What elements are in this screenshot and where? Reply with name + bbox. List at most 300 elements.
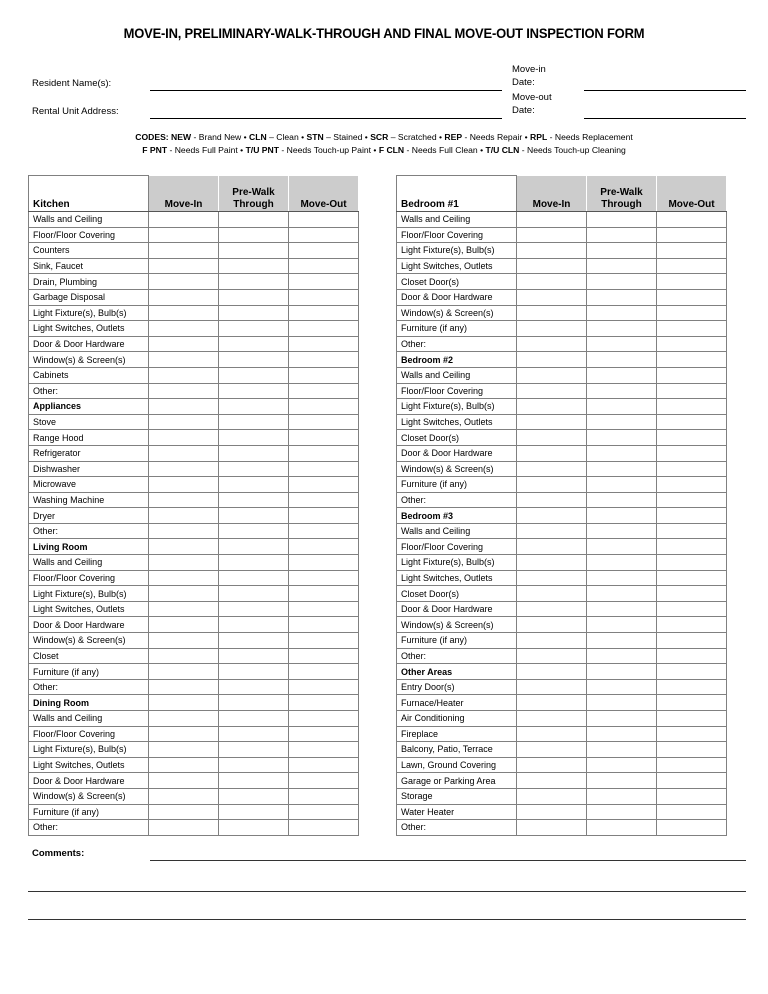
cell-move-in[interactable] xyxy=(517,461,587,477)
cell-move-in[interactable] xyxy=(517,289,587,305)
cell-move-in[interactable] xyxy=(149,523,219,539)
cell-move-in[interactable] xyxy=(149,508,219,524)
column-header-pre-walk-line1: Pre-Walk xyxy=(232,187,275,198)
cell-pre-walk-through[interactable] xyxy=(587,477,657,493)
cell-move-out[interactable] xyxy=(289,258,359,274)
row-item-label: Light Fixture(s), Bulb(s) xyxy=(397,555,517,571)
cell-move-in[interactable] xyxy=(517,227,587,243)
cell-pre-walk-through[interactable] xyxy=(587,664,657,680)
cell-pre-walk-through[interactable] xyxy=(219,742,289,758)
cell-move-out[interactable] xyxy=(657,742,727,758)
cell-pre-walk-through[interactable] xyxy=(219,289,289,305)
cell-move-out[interactable] xyxy=(657,289,727,305)
cell-move-in[interactable] xyxy=(149,773,219,789)
cell-pre-walk-through[interactable] xyxy=(587,227,657,243)
cell-move-out[interactable] xyxy=(657,212,727,228)
cell-pre-walk-through[interactable] xyxy=(219,788,289,804)
cell-pre-walk-through[interactable] xyxy=(219,757,289,773)
cell-pre-walk-through[interactable] xyxy=(587,773,657,789)
column-header-pre-walk-line2: Through xyxy=(601,198,642,210)
cell-move-out[interactable] xyxy=(289,711,359,727)
cell-move-out[interactable] xyxy=(657,633,727,649)
cell-pre-walk-through[interactable] xyxy=(587,539,657,555)
cell-pre-walk-through[interactable] xyxy=(587,726,657,742)
cell-move-out[interactable] xyxy=(657,414,727,430)
row-item-label: Walls and Ceiling xyxy=(29,555,149,571)
cell-pre-walk-through[interactable] xyxy=(587,523,657,539)
cell-move-out[interactable] xyxy=(289,726,359,742)
cell-move-in[interactable] xyxy=(149,570,219,586)
cell-move-in[interactable] xyxy=(517,430,587,446)
row-section-header: Appliances xyxy=(29,399,149,415)
cell-move-out[interactable] xyxy=(289,305,359,321)
cell-pre-walk-through[interactable] xyxy=(587,648,657,664)
cell-move-out[interactable] xyxy=(289,243,359,259)
codes-line2-desc-2: - Needs Full Clean • xyxy=(404,145,486,155)
cell-move-out[interactable] xyxy=(657,305,727,321)
cell-move-in[interactable] xyxy=(517,383,587,399)
cell-pre-walk-through[interactable] xyxy=(219,555,289,571)
cell-pre-walk-through[interactable] xyxy=(219,601,289,617)
cell-pre-walk-through[interactable] xyxy=(219,679,289,695)
cell-move-in[interactable] xyxy=(517,773,587,789)
cell-move-out[interactable] xyxy=(289,664,359,680)
cell-move-out[interactable] xyxy=(289,757,359,773)
cell-move-in[interactable] xyxy=(517,305,587,321)
table-row xyxy=(29,601,359,617)
cell-move-out[interactable] xyxy=(289,414,359,430)
cell-pre-walk-through[interactable] xyxy=(219,321,289,337)
cell-move-in[interactable] xyxy=(149,539,219,555)
cell-move-in[interactable] xyxy=(517,757,587,773)
cell-pre-walk-through[interactable] xyxy=(587,788,657,804)
cell-move-in[interactable] xyxy=(149,820,219,836)
cell-move-in[interactable] xyxy=(149,352,219,368)
row-item-label: Range Hood xyxy=(29,430,149,446)
row-item-label: Closet xyxy=(29,648,149,664)
cell-pre-walk-through[interactable] xyxy=(219,523,289,539)
codes-line1-desc-0: - Brand New • xyxy=(191,132,250,142)
codes-line2-desc-1: - Needs Touch-up Paint • xyxy=(278,145,379,155)
cell-move-out[interactable] xyxy=(289,773,359,789)
cell-pre-walk-through[interactable] xyxy=(587,289,657,305)
cell-pre-walk-through[interactable] xyxy=(219,695,289,711)
table-row xyxy=(29,757,359,773)
row-item-label: Storage xyxy=(397,788,517,804)
cell-move-in[interactable] xyxy=(517,336,587,352)
cell-move-in[interactable] xyxy=(149,445,219,461)
cell-move-in[interactable] xyxy=(149,633,219,649)
cell-move-out[interactable] xyxy=(289,461,359,477)
inspection-table-right xyxy=(396,175,727,836)
cell-pre-walk-through[interactable] xyxy=(219,570,289,586)
codes-line2-code-3: T/U CLN xyxy=(485,145,520,155)
codes-legend-line-2 xyxy=(0,144,768,157)
codes-line2-code-1: T/U PNT xyxy=(245,145,279,155)
cell-move-in[interactable] xyxy=(149,212,219,228)
cell-move-out[interactable] xyxy=(657,648,727,664)
table-row xyxy=(397,212,727,228)
cell-move-out[interactable] xyxy=(289,820,359,836)
cell-move-in[interactable] xyxy=(517,414,587,430)
cell-move-in[interactable] xyxy=(149,461,219,477)
page-title: MOVE-IN, PRELIMINARY-WALK-THROUGH AND FINAL MOVE-OUT INSPECTION FORM xyxy=(123,26,645,41)
rental-unit-address-input[interactable] xyxy=(150,118,502,119)
cell-pre-walk-through[interactable] xyxy=(219,305,289,321)
cell-move-out[interactable] xyxy=(289,445,359,461)
cell-move-in[interactable] xyxy=(517,804,587,820)
cell-pre-walk-through[interactable] xyxy=(219,367,289,383)
cell-move-out[interactable] xyxy=(657,664,727,680)
cell-pre-walk-through[interactable] xyxy=(219,664,289,680)
cell-pre-walk-through[interactable] xyxy=(587,305,657,321)
cell-move-in[interactable] xyxy=(517,679,587,695)
cell-pre-walk-through[interactable] xyxy=(219,617,289,633)
cell-pre-walk-through[interactable] xyxy=(587,617,657,633)
cell-move-out[interactable] xyxy=(289,679,359,695)
cell-move-in[interactable] xyxy=(149,695,219,711)
cell-pre-walk-through[interactable] xyxy=(587,679,657,695)
cell-move-in[interactable] xyxy=(149,243,219,259)
cell-pre-walk-through[interactable] xyxy=(219,539,289,555)
cell-move-in[interactable] xyxy=(149,648,219,664)
row-item-label: Drain, Plumbing xyxy=(29,274,149,290)
cell-pre-walk-through[interactable] xyxy=(587,820,657,836)
cell-move-in[interactable] xyxy=(149,321,219,337)
cell-move-in[interactable] xyxy=(517,321,587,337)
column-header-pre-walk-through xyxy=(587,176,657,212)
table-row xyxy=(397,243,727,259)
row-item-label: Other: xyxy=(29,383,149,399)
cell-move-in[interactable] xyxy=(517,523,587,539)
cell-move-out[interactable] xyxy=(289,601,359,617)
cell-pre-walk-through[interactable] xyxy=(587,711,657,727)
cell-move-out[interactable] xyxy=(657,336,727,352)
cell-pre-walk-through[interactable] xyxy=(219,243,289,259)
cell-move-in[interactable] xyxy=(149,664,219,680)
cell-move-out[interactable] xyxy=(657,430,727,446)
cell-move-out[interactable] xyxy=(657,492,727,508)
cell-move-in[interactable] xyxy=(517,664,587,680)
cell-move-in[interactable] xyxy=(517,586,587,602)
cell-move-in[interactable] xyxy=(517,492,587,508)
cell-move-in[interactable] xyxy=(517,445,587,461)
cell-move-out[interactable] xyxy=(289,539,359,555)
row-item-label: Lawn, Ground Covering xyxy=(397,757,517,773)
cell-move-in[interactable] xyxy=(517,258,587,274)
table-row xyxy=(397,773,727,789)
cell-move-in[interactable] xyxy=(149,617,219,633)
cell-move-out[interactable] xyxy=(657,679,727,695)
cell-pre-walk-through[interactable] xyxy=(587,633,657,649)
cell-move-out[interactable] xyxy=(289,352,359,368)
cell-pre-walk-through[interactable] xyxy=(587,352,657,368)
cell-pre-walk-through[interactable] xyxy=(219,445,289,461)
cell-pre-walk-through[interactable] xyxy=(219,477,289,493)
table-row xyxy=(397,477,727,493)
table-row xyxy=(29,477,359,493)
table-row xyxy=(29,289,359,305)
cell-pre-walk-through[interactable] xyxy=(219,648,289,664)
cell-move-out[interactable] xyxy=(657,227,727,243)
cell-move-in[interactable] xyxy=(149,492,219,508)
cell-move-in[interactable] xyxy=(149,258,219,274)
row-section-header: Other Areas xyxy=(397,664,517,680)
cell-pre-walk-through[interactable] xyxy=(587,586,657,602)
cell-move-in[interactable] xyxy=(149,477,219,493)
cell-move-out[interactable] xyxy=(289,477,359,493)
cell-move-out[interactable] xyxy=(289,570,359,586)
cell-pre-walk-through[interactable] xyxy=(587,757,657,773)
cell-move-out[interactable] xyxy=(657,383,727,399)
cell-pre-walk-through[interactable] xyxy=(219,711,289,727)
cell-move-in[interactable] xyxy=(149,742,219,758)
move-in-date-label-line2: Date: xyxy=(512,77,535,88)
move-in-date-input[interactable] xyxy=(584,90,746,91)
cell-move-out[interactable] xyxy=(657,539,727,555)
cell-pre-walk-through[interactable] xyxy=(219,492,289,508)
cell-move-in[interactable] xyxy=(517,633,587,649)
cell-move-out[interactable] xyxy=(289,227,359,243)
cell-move-in[interactable] xyxy=(149,305,219,321)
cell-move-out[interactable] xyxy=(657,321,727,337)
cell-move-out[interactable] xyxy=(657,461,727,477)
cell-pre-walk-through[interactable] xyxy=(587,445,657,461)
cell-move-out[interactable] xyxy=(657,523,727,539)
table-row xyxy=(397,586,727,602)
row-item-label: Other: xyxy=(29,679,149,695)
cell-move-out[interactable] xyxy=(657,555,727,571)
cell-move-in[interactable] xyxy=(517,243,587,259)
cell-move-out[interactable] xyxy=(289,289,359,305)
cell-move-in[interactable] xyxy=(517,477,587,493)
cell-pre-walk-through[interactable] xyxy=(219,508,289,524)
cell-move-out[interactable] xyxy=(657,601,727,617)
cell-pre-walk-through[interactable] xyxy=(587,212,657,228)
cell-move-in[interactable] xyxy=(517,539,587,555)
row-item-label: Furniture (if any) xyxy=(29,804,149,820)
cell-pre-walk-through[interactable] xyxy=(219,212,289,228)
comments-input-line-2[interactable] xyxy=(28,891,746,892)
cell-pre-walk-through[interactable] xyxy=(219,414,289,430)
cell-move-out[interactable] xyxy=(657,773,727,789)
cell-move-out[interactable] xyxy=(657,617,727,633)
resident-info-block xyxy=(0,58,768,120)
row-item-label: Other: xyxy=(397,336,517,352)
cell-move-in[interactable] xyxy=(517,742,587,758)
cell-move-out[interactable] xyxy=(289,430,359,446)
cell-move-in[interactable] xyxy=(517,508,587,524)
cell-pre-walk-through[interactable] xyxy=(219,258,289,274)
cell-move-out[interactable] xyxy=(657,804,727,820)
cell-move-out[interactable] xyxy=(657,445,727,461)
cell-pre-walk-through[interactable] xyxy=(587,367,657,383)
cell-move-in[interactable] xyxy=(149,601,219,617)
cell-pre-walk-through[interactable] xyxy=(587,274,657,290)
cell-move-out[interactable] xyxy=(289,804,359,820)
cell-move-out[interactable] xyxy=(289,274,359,290)
cell-pre-walk-through[interactable] xyxy=(219,726,289,742)
cell-move-in[interactable] xyxy=(517,352,587,368)
cell-pre-walk-through[interactable] xyxy=(587,399,657,415)
cell-move-in[interactable] xyxy=(149,430,219,446)
cell-move-out[interactable] xyxy=(289,648,359,664)
cell-pre-walk-through[interactable] xyxy=(587,336,657,352)
cell-move-out[interactable] xyxy=(657,711,727,727)
cell-move-out[interactable] xyxy=(289,617,359,633)
cell-move-in[interactable] xyxy=(517,711,587,727)
cell-pre-walk-through[interactable] xyxy=(587,492,657,508)
cell-move-out[interactable] xyxy=(657,570,727,586)
row-item-label: Window(s) & Screen(s) xyxy=(29,633,149,649)
cell-move-out[interactable] xyxy=(657,757,727,773)
cell-pre-walk-through[interactable] xyxy=(587,243,657,259)
cell-move-out[interactable] xyxy=(289,321,359,337)
cell-pre-walk-through[interactable] xyxy=(587,555,657,571)
cell-move-out[interactable] xyxy=(289,399,359,415)
cell-move-out[interactable] xyxy=(289,523,359,539)
rental-unit-address-label: Rental Unit Address: xyxy=(32,106,119,117)
table-row xyxy=(29,633,359,649)
cell-move-out[interactable] xyxy=(289,633,359,649)
cell-move-in[interactable] xyxy=(517,648,587,664)
row-item-label: Door & Door Hardware xyxy=(397,445,517,461)
cell-pre-walk-through[interactable] xyxy=(587,508,657,524)
cell-move-out[interactable] xyxy=(657,352,727,368)
cell-pre-walk-through[interactable] xyxy=(219,352,289,368)
cell-move-in[interactable] xyxy=(149,679,219,695)
cell-move-in[interactable] xyxy=(149,788,219,804)
cell-pre-walk-through[interactable] xyxy=(587,414,657,430)
cell-move-out[interactable] xyxy=(657,726,727,742)
row-item-label: Light Switches, Outlets xyxy=(397,570,517,586)
column-header-move-in-label: Move-In xyxy=(532,198,571,210)
cell-move-in[interactable] xyxy=(517,570,587,586)
cell-move-in[interactable] xyxy=(517,399,587,415)
cell-pre-walk-through[interactable] xyxy=(219,336,289,352)
cell-move-out[interactable] xyxy=(657,820,727,836)
cell-pre-walk-through[interactable] xyxy=(219,461,289,477)
cell-move-in[interactable] xyxy=(149,804,219,820)
cell-move-in[interactable] xyxy=(149,414,219,430)
cell-move-out[interactable] xyxy=(289,336,359,352)
left-table-section-title: Kitchen xyxy=(29,176,149,212)
table-row xyxy=(29,570,359,586)
cell-pre-walk-through[interactable] xyxy=(219,586,289,602)
cell-move-in[interactable] xyxy=(149,586,219,602)
cell-pre-walk-through[interactable] xyxy=(587,804,657,820)
cell-move-out[interactable] xyxy=(657,367,727,383)
cell-move-out[interactable] xyxy=(657,695,727,711)
cell-pre-walk-through[interactable] xyxy=(587,601,657,617)
cell-move-in[interactable] xyxy=(149,367,219,383)
cell-move-out[interactable] xyxy=(657,788,727,804)
codes-line1-code-5: RPL xyxy=(530,132,548,142)
cell-move-out[interactable] xyxy=(657,586,727,602)
cell-move-out[interactable] xyxy=(289,492,359,508)
cell-pre-walk-through[interactable] xyxy=(587,461,657,477)
cell-move-in[interactable] xyxy=(517,601,587,617)
cell-move-out[interactable] xyxy=(289,383,359,399)
resident-name-input[interactable] xyxy=(150,90,502,91)
cell-move-in[interactable] xyxy=(517,695,587,711)
cell-pre-walk-through[interactable] xyxy=(587,383,657,399)
cell-pre-walk-through[interactable] xyxy=(587,742,657,758)
cell-move-in[interactable] xyxy=(149,555,219,571)
cell-move-in[interactable] xyxy=(149,711,219,727)
cell-move-in[interactable] xyxy=(149,274,219,290)
table-row xyxy=(397,555,727,571)
cell-move-out[interactable] xyxy=(657,399,727,415)
cell-pre-walk-through[interactable] xyxy=(587,695,657,711)
cell-move-in[interactable] xyxy=(149,227,219,243)
cell-move-out[interactable] xyxy=(289,367,359,383)
row-item-label: Light Switches, Outlets xyxy=(29,601,149,617)
cell-move-out[interactable] xyxy=(289,555,359,571)
cell-move-in[interactable] xyxy=(517,274,587,290)
cell-move-in[interactable] xyxy=(517,788,587,804)
cell-pre-walk-through[interactable] xyxy=(219,430,289,446)
cell-pre-walk-through[interactable] xyxy=(219,633,289,649)
cell-pre-walk-through[interactable] xyxy=(219,227,289,243)
cell-move-out[interactable] xyxy=(289,788,359,804)
cell-move-in[interactable] xyxy=(149,383,219,399)
cell-move-in[interactable] xyxy=(517,820,587,836)
cell-move-out[interactable] xyxy=(289,508,359,524)
cell-pre-walk-through[interactable] xyxy=(219,399,289,415)
cell-move-in[interactable] xyxy=(149,289,219,305)
table-row xyxy=(29,555,359,571)
comments-input-line-1[interactable] xyxy=(150,860,746,861)
cell-move-out[interactable] xyxy=(657,477,727,493)
comments-input-line-3[interactable] xyxy=(28,919,746,920)
cell-pre-walk-through[interactable] xyxy=(587,570,657,586)
cell-pre-walk-through[interactable] xyxy=(219,820,289,836)
row-item-label: Other: xyxy=(397,648,517,664)
cell-pre-walk-through[interactable] xyxy=(219,804,289,820)
cell-pre-walk-through[interactable] xyxy=(587,321,657,337)
cell-pre-walk-through[interactable] xyxy=(219,383,289,399)
row-item-label: Light Switches, Outlets xyxy=(29,321,149,337)
cell-move-out[interactable] xyxy=(289,586,359,602)
cell-move-out[interactable] xyxy=(657,258,727,274)
cell-move-out[interactable] xyxy=(289,695,359,711)
cell-pre-walk-through[interactable] xyxy=(219,274,289,290)
cell-pre-walk-through[interactable] xyxy=(587,258,657,274)
cell-move-in[interactable] xyxy=(517,617,587,633)
cell-move-in[interactable] xyxy=(517,726,587,742)
row-item-label: Window(s) & Screen(s) xyxy=(397,617,517,633)
cell-move-in[interactable] xyxy=(517,212,587,228)
cell-move-out[interactable] xyxy=(289,742,359,758)
cell-pre-walk-through[interactable] xyxy=(219,773,289,789)
cell-move-in[interactable] xyxy=(149,726,219,742)
table-row xyxy=(29,445,359,461)
table-row xyxy=(397,399,727,415)
cell-pre-walk-through[interactable] xyxy=(587,430,657,446)
cell-move-out[interactable] xyxy=(289,212,359,228)
cell-move-in[interactable] xyxy=(149,336,219,352)
cell-move-in[interactable] xyxy=(149,757,219,773)
cell-move-out[interactable] xyxy=(657,274,727,290)
cell-move-in[interactable] xyxy=(149,399,219,415)
move-out-date-input[interactable] xyxy=(584,118,746,119)
cell-move-in[interactable] xyxy=(517,367,587,383)
cell-move-out[interactable] xyxy=(657,243,727,259)
cell-move-out[interactable] xyxy=(657,508,727,524)
cell-move-in[interactable] xyxy=(517,555,587,571)
row-item-label: Cabinets xyxy=(29,367,149,383)
